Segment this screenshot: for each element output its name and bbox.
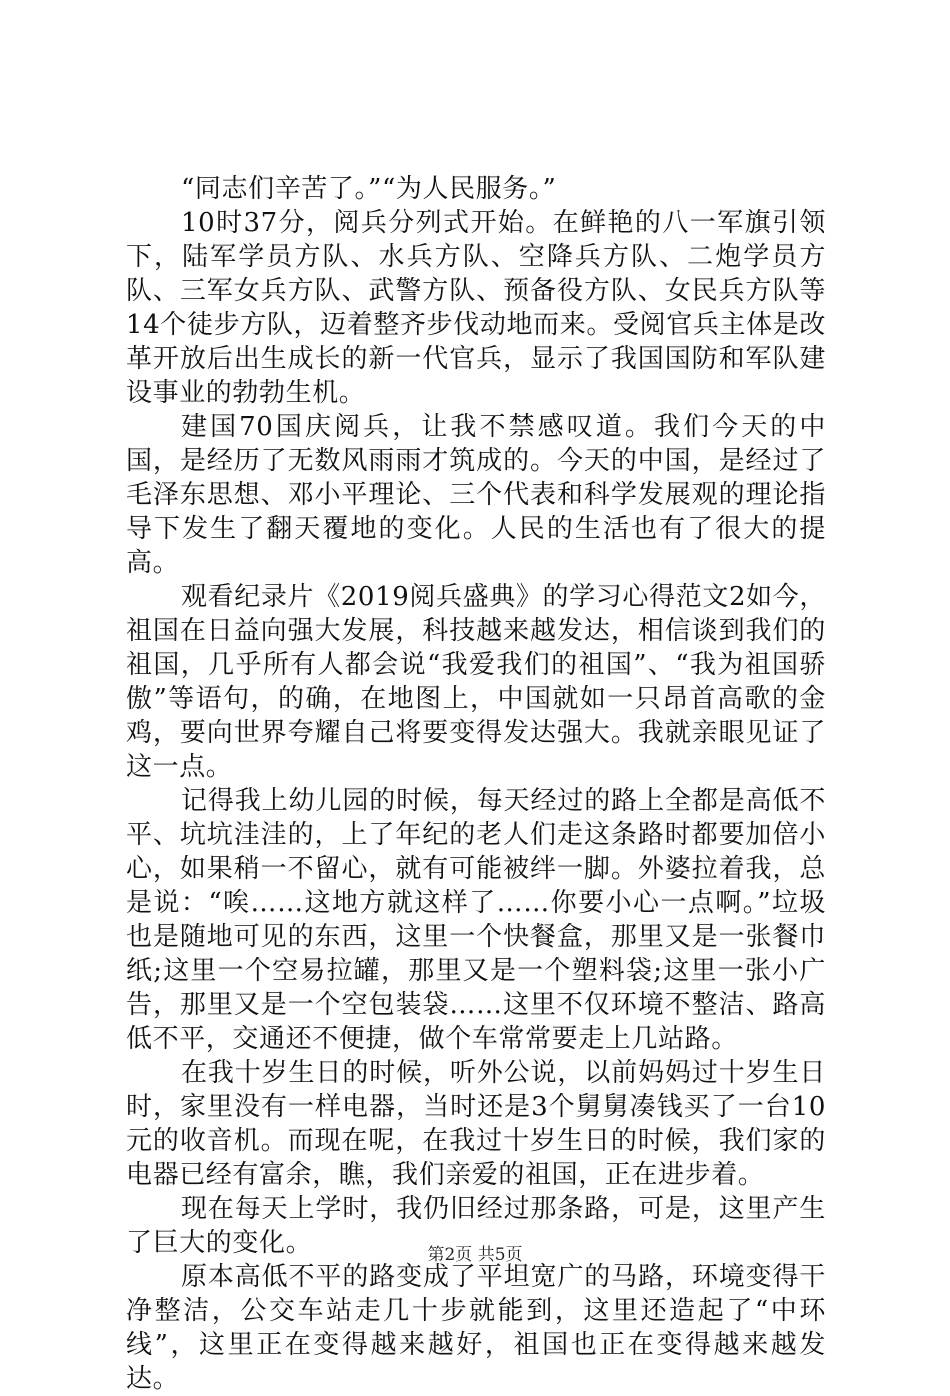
paragraph-parade-start: 10时37分，阅兵分列式开始。在鲜艳的八一军旗引领下，陆军学员方队、水兵方队、空降兵方队、二炮学员方队、三军女兵方队、武警方队、预备役方队、女民兵方队等14个徒步方队，迈着整齐步伐动地而来。受阅官兵主体是改革开放后出生成长的新一代官兵，显示了我国国防和军队建设事业的勃勃生机。 (126, 208, 826, 408)
paragraph-national-day: 建国70国庆阅兵，让我不禁感叹道。我们今天的中国，是经历了无数风雨雨才筑成的。今天的中国，是经过了毛泽东思想、邓小平理论、三个代表和科学发展观的理论指导下发生了翻天覆地的变化。人民的生活也有了很大的提高。 (126, 412, 826, 578)
page-number-footer: 第2页 共5页 (427, 1245, 523, 1265)
document-body (126, 172, 826, 1396)
paragraph-tenth-birthday: 在我十岁生日的时候，听外公说，以前妈妈过十岁生日时，家里没有一样电器，当时还是3个舅舅凑钱买了一台10元的收音机。而现在呢，在我过十岁生日的时候，我们家的电器已经有富余，瞧，我们亲爱的祖国，正在进步着。 (126, 1058, 826, 1190)
paragraph-kindergarten-memory: 记得我上幼儿园的时候，每天经过的路上全都是高低不平、坑坑洼洼的，上了年纪的老人们走这条路时都要加倍小心，如果稍一不留心，就有可能被绊一脚。外婆拉着我，总是说：“唉……这地方就这样了……你要小心一点啊。”垃圾也是随地可见的东西，这里一个快餐盒，那里又是一张餐巾纸;这里一个空易拉罐，那里又是一个塑料袋;这里一张小广告，那里又是一个空包装袋……这里不仅环境不整洁、路高低不平，交通还不便捷，做个车常常要走上几站路。 (126, 786, 826, 1054)
paragraph-greeting: “同志们辛苦了。”“为人民服务。” (181, 174, 557, 204)
paragraph-road-changed: 原本高低不平的路变成了平坦宽广的马路，环境变得干净整洁，公交车站走几十步就能到，这里还造起了“中环线”，这里正在变得越来越好，祖国也正在变得越来越发达。 (126, 1262, 826, 1394)
paragraph-essay-two: 观看纪录片《2019阅兵盛典》的学习心得范文2如今，祖国在日益向强大发展，科技越来越发达，相信谈到我们的祖国，几乎所有人都会说“我爱我们的祖国”、“我为祖国骄傲”等语句，的确，在地图上，中国就如一只昂首高歌的金鸡，要向世界夸耀自己将要变得发达强大。我就亲眼见证了这一点。 (126, 582, 826, 782)
paragraph-road-today: 现在每天上学时，我仍旧经过那条路，可是，这里产生了巨大的变化。 (126, 1194, 826, 1258)
